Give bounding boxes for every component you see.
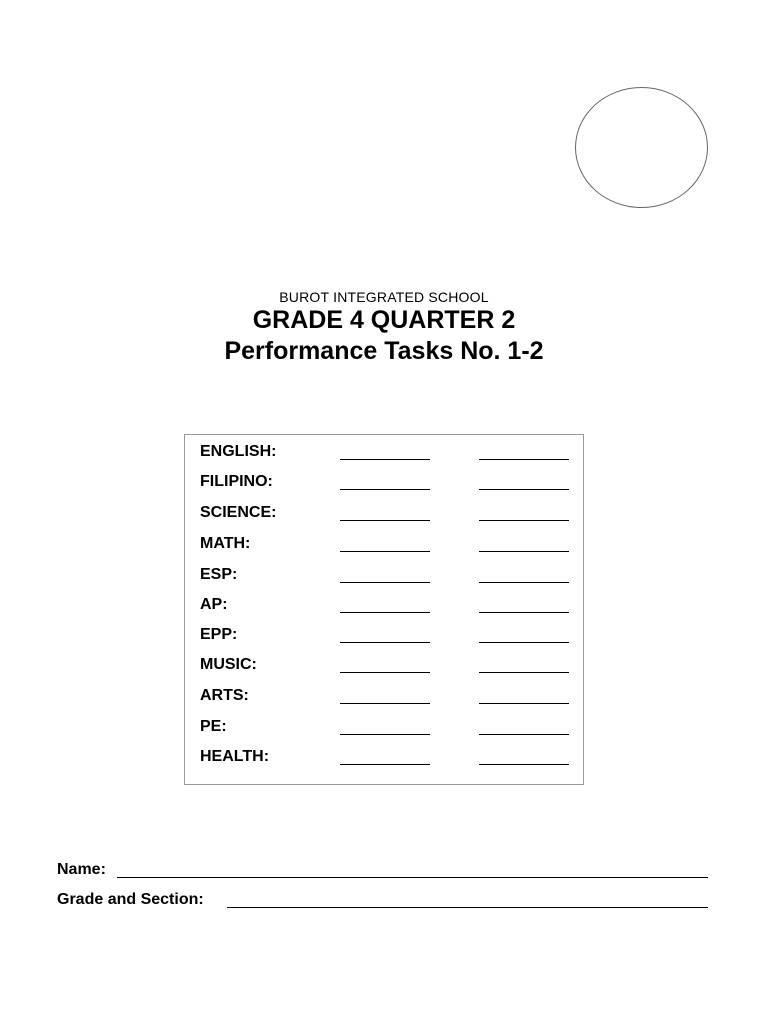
subject-row-filipino [185, 470, 583, 494]
score-blank-1[interactable] [340, 489, 430, 490]
score-blank-2[interactable] [479, 520, 569, 521]
name-blank-line[interactable] [117, 877, 708, 878]
subject-row-esp [185, 563, 583, 587]
score-blank-2[interactable] [479, 703, 569, 704]
subject-row-math [185, 532, 583, 556]
subject-label: PE: [200, 718, 227, 735]
subjects-score-box [184, 434, 584, 785]
grade-section-row [57, 888, 708, 912]
school-name: BUROT INTEGRATED SCHOOL [279, 289, 489, 305]
subject-label: SCIENCE: [200, 504, 277, 521]
subject-label: AP: [200, 596, 228, 613]
score-blank-1[interactable] [340, 642, 430, 643]
name-label: Name: [57, 861, 106, 878]
subject-row-science [185, 501, 583, 525]
grade-section-blank-line[interactable] [227, 907, 708, 908]
photo-placeholder-circle [575, 87, 708, 208]
subject-label: ARTS: [200, 687, 249, 704]
subject-label: EPP: [200, 626, 238, 643]
score-blank-1[interactable] [340, 734, 430, 735]
score-blank-2[interactable] [479, 642, 569, 643]
subject-row-epp [185, 623, 583, 647]
score-blank-2[interactable] [479, 459, 569, 460]
score-blank-1[interactable] [340, 672, 430, 673]
score-blank-1[interactable] [340, 520, 430, 521]
score-blank-1[interactable] [340, 551, 430, 552]
score-blank-1[interactable] [340, 612, 430, 613]
subject-row-pe [185, 715, 583, 739]
score-blank-1[interactable] [340, 703, 430, 704]
subject-label: MATH: [200, 535, 251, 552]
score-blank-2[interactable] [479, 489, 569, 490]
subject-row-health [185, 745, 583, 769]
subject-label: HEALTH: [200, 748, 270, 765]
subject-row-ap [185, 593, 583, 617]
score-blank-2[interactable] [479, 612, 569, 613]
subject-row-music [185, 653, 583, 677]
score-blank-2[interactable] [479, 764, 569, 765]
score-blank-1[interactable] [340, 764, 430, 765]
score-blank-1[interactable] [340, 582, 430, 583]
score-blank-2[interactable] [479, 582, 569, 583]
score-blank-2[interactable] [479, 734, 569, 735]
name-row [57, 858, 708, 882]
subject-row-arts [185, 684, 583, 708]
subject-label: MUSIC: [200, 656, 257, 673]
subject-row-english [185, 440, 583, 464]
subject-label: ENGLISH: [200, 443, 277, 460]
performance-tasks-title: Performance Tasks No. 1-2 [224, 337, 544, 365]
subject-label: FILIPINO: [200, 473, 273, 490]
score-blank-1[interactable] [340, 459, 430, 460]
grade-section-label: Grade and Section: [57, 891, 204, 908]
score-blank-2[interactable] [479, 551, 569, 552]
score-blank-2[interactable] [479, 672, 569, 673]
grade-quarter-title: GRADE 4 QUARTER 2 [252, 306, 516, 334]
subject-label: ESP: [200, 566, 238, 583]
